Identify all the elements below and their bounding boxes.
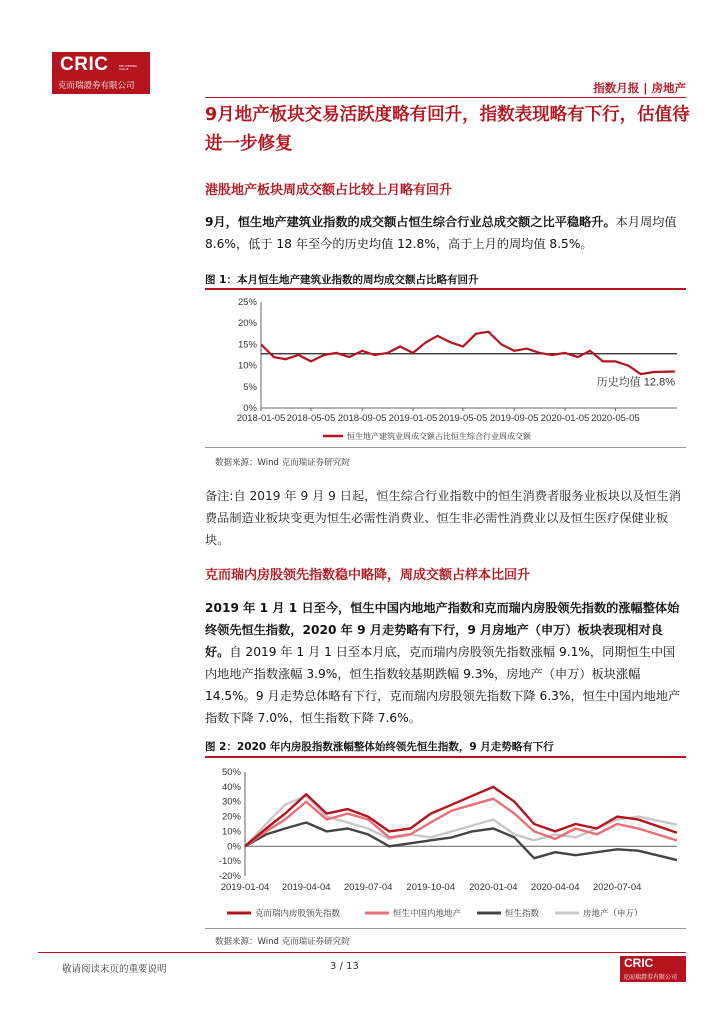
- section1-paragraph: [205, 211, 687, 255]
- y-tick-label: 20%: [221, 811, 241, 823]
- x-tick-label: 2019-01-04: [220, 882, 270, 893]
- footer-logo-text: CRIC: [624, 956, 654, 970]
- x-tick-label: 2020-01-05: [540, 413, 590, 424]
- section2-bold: 2019 年 1 月 1 日至今，恒生中国内地地产指数和克而瑞内房股领先指数的涨幅整体始终领先恒生指数，2020 年 9 月走势略有下行，9 月房地产（申万）板块表现相对良好。: [205, 601, 680, 659]
- y-tick-label: 10%: [237, 360, 257, 372]
- logo-text: CRIC: [60, 54, 109, 75]
- series-line: [261, 332, 675, 374]
- y-tick-label: 25%: [237, 297, 257, 308]
- report-label: 指数月报 | 房地产: [593, 81, 686, 95]
- x-tick-label: 2019-09-05: [489, 413, 539, 424]
- x-tick-label: 2019-05-05: [438, 413, 488, 424]
- figure2-caption: 图 2：2020 年内房股指数涨幅整体始终领先恒生指数，9 月走势略有下行: [205, 741, 554, 753]
- legend-label: 恒生指数: [505, 908, 540, 918]
- page-title: 9月地产板块交易活跃度略有回升，指数表现略有下行，估值待进一步修复: [205, 105, 690, 154]
- logo-company: 克而瑞證劵有限公司: [58, 81, 135, 91]
- x-tick-label: 2018-01-05: [236, 413, 286, 424]
- logo-tagline: DELIVERING VALUE: [119, 64, 138, 71]
- y-tick-label: 5%: [243, 381, 257, 393]
- y-tick-label: 20%: [237, 318, 257, 330]
- figure1-caption: 图 1：本月恒生地产建筑业指数的周均成交额占比略有回升: [205, 274, 479, 286]
- footer-logo: [620, 956, 686, 982]
- note-paragraph: 备注:自 2019 年 9 月 9 日起，恒生综合行业指数中的恒生消费者服务业板块以及恒生消费品制造业板块变更为恒生必需性消费业、恒生非必需性消费业以及恒生医疗保健业板块。: [205, 489, 682, 547]
- section2-paragraph: [205, 597, 687, 729]
- y-tick-label: 0%: [227, 841, 241, 853]
- figure2-divider: [205, 756, 686, 758]
- section1-text: 本月周均值 8.6%，低于 18 年至今的历史均值 12.8%，高于上月的周均值 8.5%。: [205, 215, 677, 251]
- section1-bold: 9月，恒生地产建筑业指数的成交额占恒生综合行业总成交额之比平稳略升。: [205, 215, 616, 229]
- section1-heading: 港股地产板块周成交额占比较上月略有回升: [205, 183, 453, 198]
- section2-heading: 克而瑞内房股领先指数稳中略降，周成交额占样本比回升: [205, 568, 531, 583]
- figure1-divider: [205, 288, 686, 290]
- page-number: 3 / 13: [330, 961, 359, 972]
- x-tick-label: 2019-10-04: [406, 882, 456, 893]
- legend-label: 克而瑞内房股领先指数: [255, 908, 341, 918]
- legend-label: 恒生中国内地地产: [393, 908, 462, 918]
- y-tick-label: 10%: [221, 826, 241, 838]
- x-tick-label: 2019-04-04: [281, 882, 331, 893]
- x-tick-label: 2020-07-04: [592, 882, 642, 893]
- x-tick-label: 2018-09-05: [337, 413, 387, 424]
- figure2-source: 数据来源：Wind 克而瑞证券研究院: [215, 937, 350, 947]
- y-tick-label: 30%: [221, 796, 241, 808]
- figure2-bottom-divider: [205, 928, 686, 929]
- reference-line-label: 历史均值 12.8%: [596, 376, 675, 389]
- footer-disclaimer: 敬请阅读末页的重要说明: [62, 964, 167, 975]
- figure1-source: 数据来源：Wind 克而瑞证券研究院: [215, 458, 350, 468]
- y-tick-label: 40%: [221, 781, 241, 793]
- x-tick-label: 2019-01-05: [388, 413, 438, 424]
- y-tick-label: -10%: [218, 856, 241, 868]
- legend-label: 房地产（申万）: [583, 908, 643, 918]
- figure1-bottom-divider: [205, 447, 686, 448]
- footer-divider: [38, 952, 686, 953]
- header-divider: [205, 97, 686, 98]
- y-tick-label: 0%: [243, 403, 257, 414]
- y-tick-label: 15%: [237, 339, 257, 351]
- x-tick-label: 2020-01-04: [469, 882, 518, 893]
- x-tick-label: 2018-05-05: [286, 413, 336, 424]
- y-tick-label: -20%: [218, 871, 241, 882]
- chart1: [205, 292, 685, 444]
- x-tick-label: 2020-05-05: [591, 413, 640, 424]
- x-tick-label: 2020-04-04: [530, 882, 580, 893]
- chart2: [205, 760, 685, 925]
- x-tick-label: 2019-07-04: [343, 882, 393, 893]
- cric-logo: [52, 52, 150, 94]
- section2-text: 自 2019 年 1 月 1 日至本月底，克而瑞内房股领先指数涨幅 9.1%，同期恒生中国内地地产指数涨幅 3.9%，恒生指数较基期跌幅 9.3%，房地产（申万）板块涨幅 14.5%。9 月走势总体略有下行，克而瑞内房股领先指数下降 6.3%，恒生中国内地地产指数下降 7.0%，恒生指数下降 7.6%。: [205, 645, 681, 725]
- legend-label: 恒生地产建筑业周成交额占比恒生综合行业周成交额: [347, 432, 531, 441]
- series-line: [245, 787, 677, 846]
- y-tick-label: 50%: [221, 767, 241, 778]
- footer-logo-company: 克而瑞證劵有限公司: [623, 974, 678, 981]
